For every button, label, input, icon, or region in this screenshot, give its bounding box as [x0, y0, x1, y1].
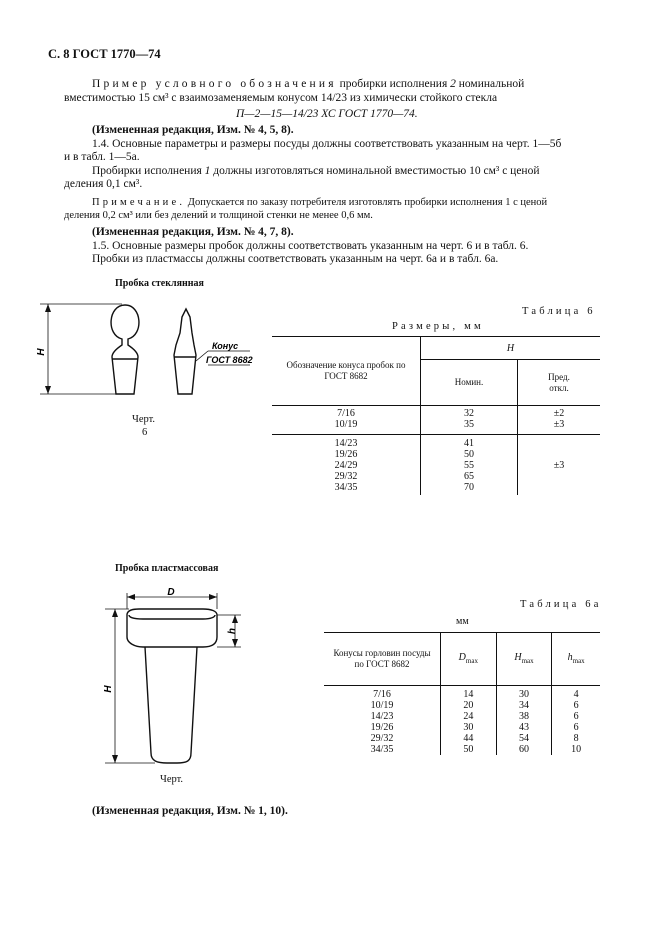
- table6-col-H: H: [421, 337, 601, 360]
- table6a-cell: 20: [441, 700, 497, 711]
- table6a-body: [324, 686, 600, 756]
- table6-cell: 65: [464, 471, 474, 482]
- table6-group2-cones: [272, 435, 421, 496]
- table6-group1-dev: [518, 406, 601, 435]
- note-line2: деления 0,2 см³ или без делений и толщиной стенки не менее 0,6 мм.: [64, 210, 373, 221]
- table-row: [324, 700, 600, 711]
- example-line1: [92, 78, 524, 91]
- example-num: 2: [450, 78, 456, 90]
- table6-cell: 35: [464, 419, 474, 430]
- table-row: [324, 744, 600, 755]
- example-lead: Пример условного обозначения: [92, 78, 337, 90]
- para-1-4-l3n: 1: [204, 165, 211, 177]
- fig6-caption1: Черт.: [132, 414, 156, 425]
- table6a-cell: 14: [441, 686, 497, 701]
- table6a-cell: 6: [573, 711, 579, 722]
- table6-cell: 50: [464, 449, 474, 460]
- table6a-col-cone: Конусы горловин посуды по ГОСТ 8682: [324, 633, 441, 686]
- table6a-cell: 10: [571, 744, 582, 755]
- note-lead: Примечание.: [92, 197, 186, 208]
- example-rest1: пробирки исполнения: [336, 78, 451, 90]
- table6a-cell: 38: [496, 711, 552, 722]
- table6a-cell: 24: [441, 711, 497, 722]
- table-row: [324, 711, 600, 722]
- table6a-cell: 50: [441, 744, 497, 755]
- fig6a-title: Пробка пластмассовая: [115, 563, 219, 574]
- table6-cell: 24/29: [334, 460, 358, 471]
- table6a-units: мм: [456, 616, 469, 627]
- fig6-caption2: 6: [142, 427, 148, 438]
- table6a-col-h: $h_{max}$: [567, 651, 585, 665]
- table-row: [324, 686, 600, 701]
- para-1-4-line2: и в табл. 1—5а.: [64, 151, 140, 163]
- table6a-cell: 8: [573, 733, 579, 744]
- table6a-title: Таблица 6а: [520, 599, 602, 610]
- table-row: [324, 722, 600, 733]
- note-line1: [92, 196, 547, 209]
- fig6-dim-H: H: [36, 348, 47, 356]
- example-designation: П—2—15—14/23 ХС ГОСТ 1770—74.: [236, 108, 418, 120]
- example-line2: вместимостью 15 см³ с взаимозаменяемым конусом 14/23 из химически стойкого стекла: [64, 92, 498, 104]
- table6a-col-H: $H_{max}$: [496, 633, 552, 686]
- para-1-5-line1: 1.5. Основные размеры пробок должны соответствовать указанным на черт. 6 и в табл. 6.: [92, 240, 529, 252]
- table6-cell: ±3: [553, 419, 565, 430]
- table6-group2-nom: [421, 435, 518, 496]
- fig6-title: Пробка стеклянная: [115, 278, 204, 289]
- table6a-cell: 30: [496, 686, 552, 701]
- note-l1: Допускается по заказу потребителя изготовлять пробирки исполнения 1 с ценой: [185, 197, 548, 208]
- page-header: С. 8 ГОСТ 1770—74: [48, 47, 161, 61]
- table6a-col-D: $D_{max}$: [441, 633, 497, 686]
- table6-cell: 41: [464, 438, 474, 449]
- para-1-4-line3: [92, 165, 540, 178]
- glass-stopper-drawing: [30, 295, 270, 407]
- fig6a-dim-H: H: [103, 685, 114, 693]
- table6-col-dev: Пред. откл.: [548, 371, 570, 393]
- table6-cell: 7/16: [337, 408, 355, 419]
- table6-cell: 55: [464, 460, 474, 471]
- table6a-cell: 44: [441, 733, 497, 744]
- para-1-4-l3a: Пробирки исполнения: [92, 165, 205, 177]
- example-rest2: номинальной: [455, 78, 525, 90]
- table6a-cell: 14/23: [324, 711, 441, 722]
- table6a-cell: 34/35: [324, 744, 441, 755]
- fig6a-dim-h: h: [227, 627, 238, 635]
- table6a-cell: 6: [573, 722, 579, 733]
- fig6a-dim-D: D: [167, 587, 175, 598]
- table6-cell: 34/35: [334, 482, 358, 493]
- table6-cell: 10/19: [334, 419, 358, 430]
- table6a-cell: 29/32: [324, 733, 441, 744]
- para-1-5-line2: Пробки из пластмассы должны соответствовать указанным на черт. 6а и в табл. 6а.: [92, 253, 499, 265]
- table6-col-nom: Номин.: [421, 360, 518, 406]
- table6a-cell: 19/26: [324, 722, 441, 733]
- fig6-cone-label2: ГОСТ 8682: [206, 355, 253, 365]
- table6a-cell: 34: [496, 700, 552, 711]
- para-1-4-line4: деления 0,1 см³.: [64, 178, 143, 190]
- fig6-cone-label1: Конус: [212, 341, 239, 351]
- edit-note-2: (Измененная редакция, Изм. № 4, 7, 8).: [92, 226, 294, 238]
- table6a-cell: 30: [441, 722, 497, 733]
- para-1-4-line1: 1.4. Основные параметры и размеры посуды должны соответствовать указанным на черт. 1—5б: [92, 138, 562, 150]
- table6-group1-nom: [421, 406, 518, 435]
- table6a-cell: 4: [573, 689, 579, 700]
- table6-title: Таблица 6: [522, 306, 596, 317]
- table6a-cell: 54: [496, 733, 552, 744]
- table6-cell: 70: [464, 482, 474, 493]
- para-1-4-l3b: должны изготовляться номинальной вместимостью 10 см³ с ценой: [210, 165, 540, 177]
- table6-cell: 29/32: [334, 471, 358, 482]
- table6a-cell: 43: [496, 722, 552, 733]
- table6a-cell: 60: [496, 744, 552, 755]
- edit-note-1: (Измененная редакция, Изм. № 4, 5, 8).: [92, 124, 294, 136]
- table6a-cell: 7/16: [324, 686, 441, 701]
- table6-group2-dev: ±3: [553, 459, 565, 471]
- plastic-stopper-drawing: [95, 585, 255, 771]
- table6-units: Размеры, мм: [392, 321, 484, 332]
- table6-cell: ±2: [553, 408, 565, 419]
- edit-note-3: (Измененная редакция, Изм. № 1, 10).: [92, 805, 288, 817]
- table6: [272, 336, 600, 495]
- table6-cell: 19/26: [334, 449, 358, 460]
- table6-col-cone: Обозначение конуса пробок по ГОСТ 8682: [272, 337, 421, 406]
- table6-group1-cones: [272, 406, 421, 435]
- table6-cell: 32: [464, 408, 474, 419]
- table6a: [324, 632, 600, 755]
- fig6a-caption: Черт.: [160, 774, 184, 785]
- table6a-cell: 10/19: [324, 700, 441, 711]
- table-row: [324, 733, 600, 744]
- table6-cell: 14/23: [334, 438, 358, 449]
- table6a-cell: 6: [573, 700, 579, 711]
